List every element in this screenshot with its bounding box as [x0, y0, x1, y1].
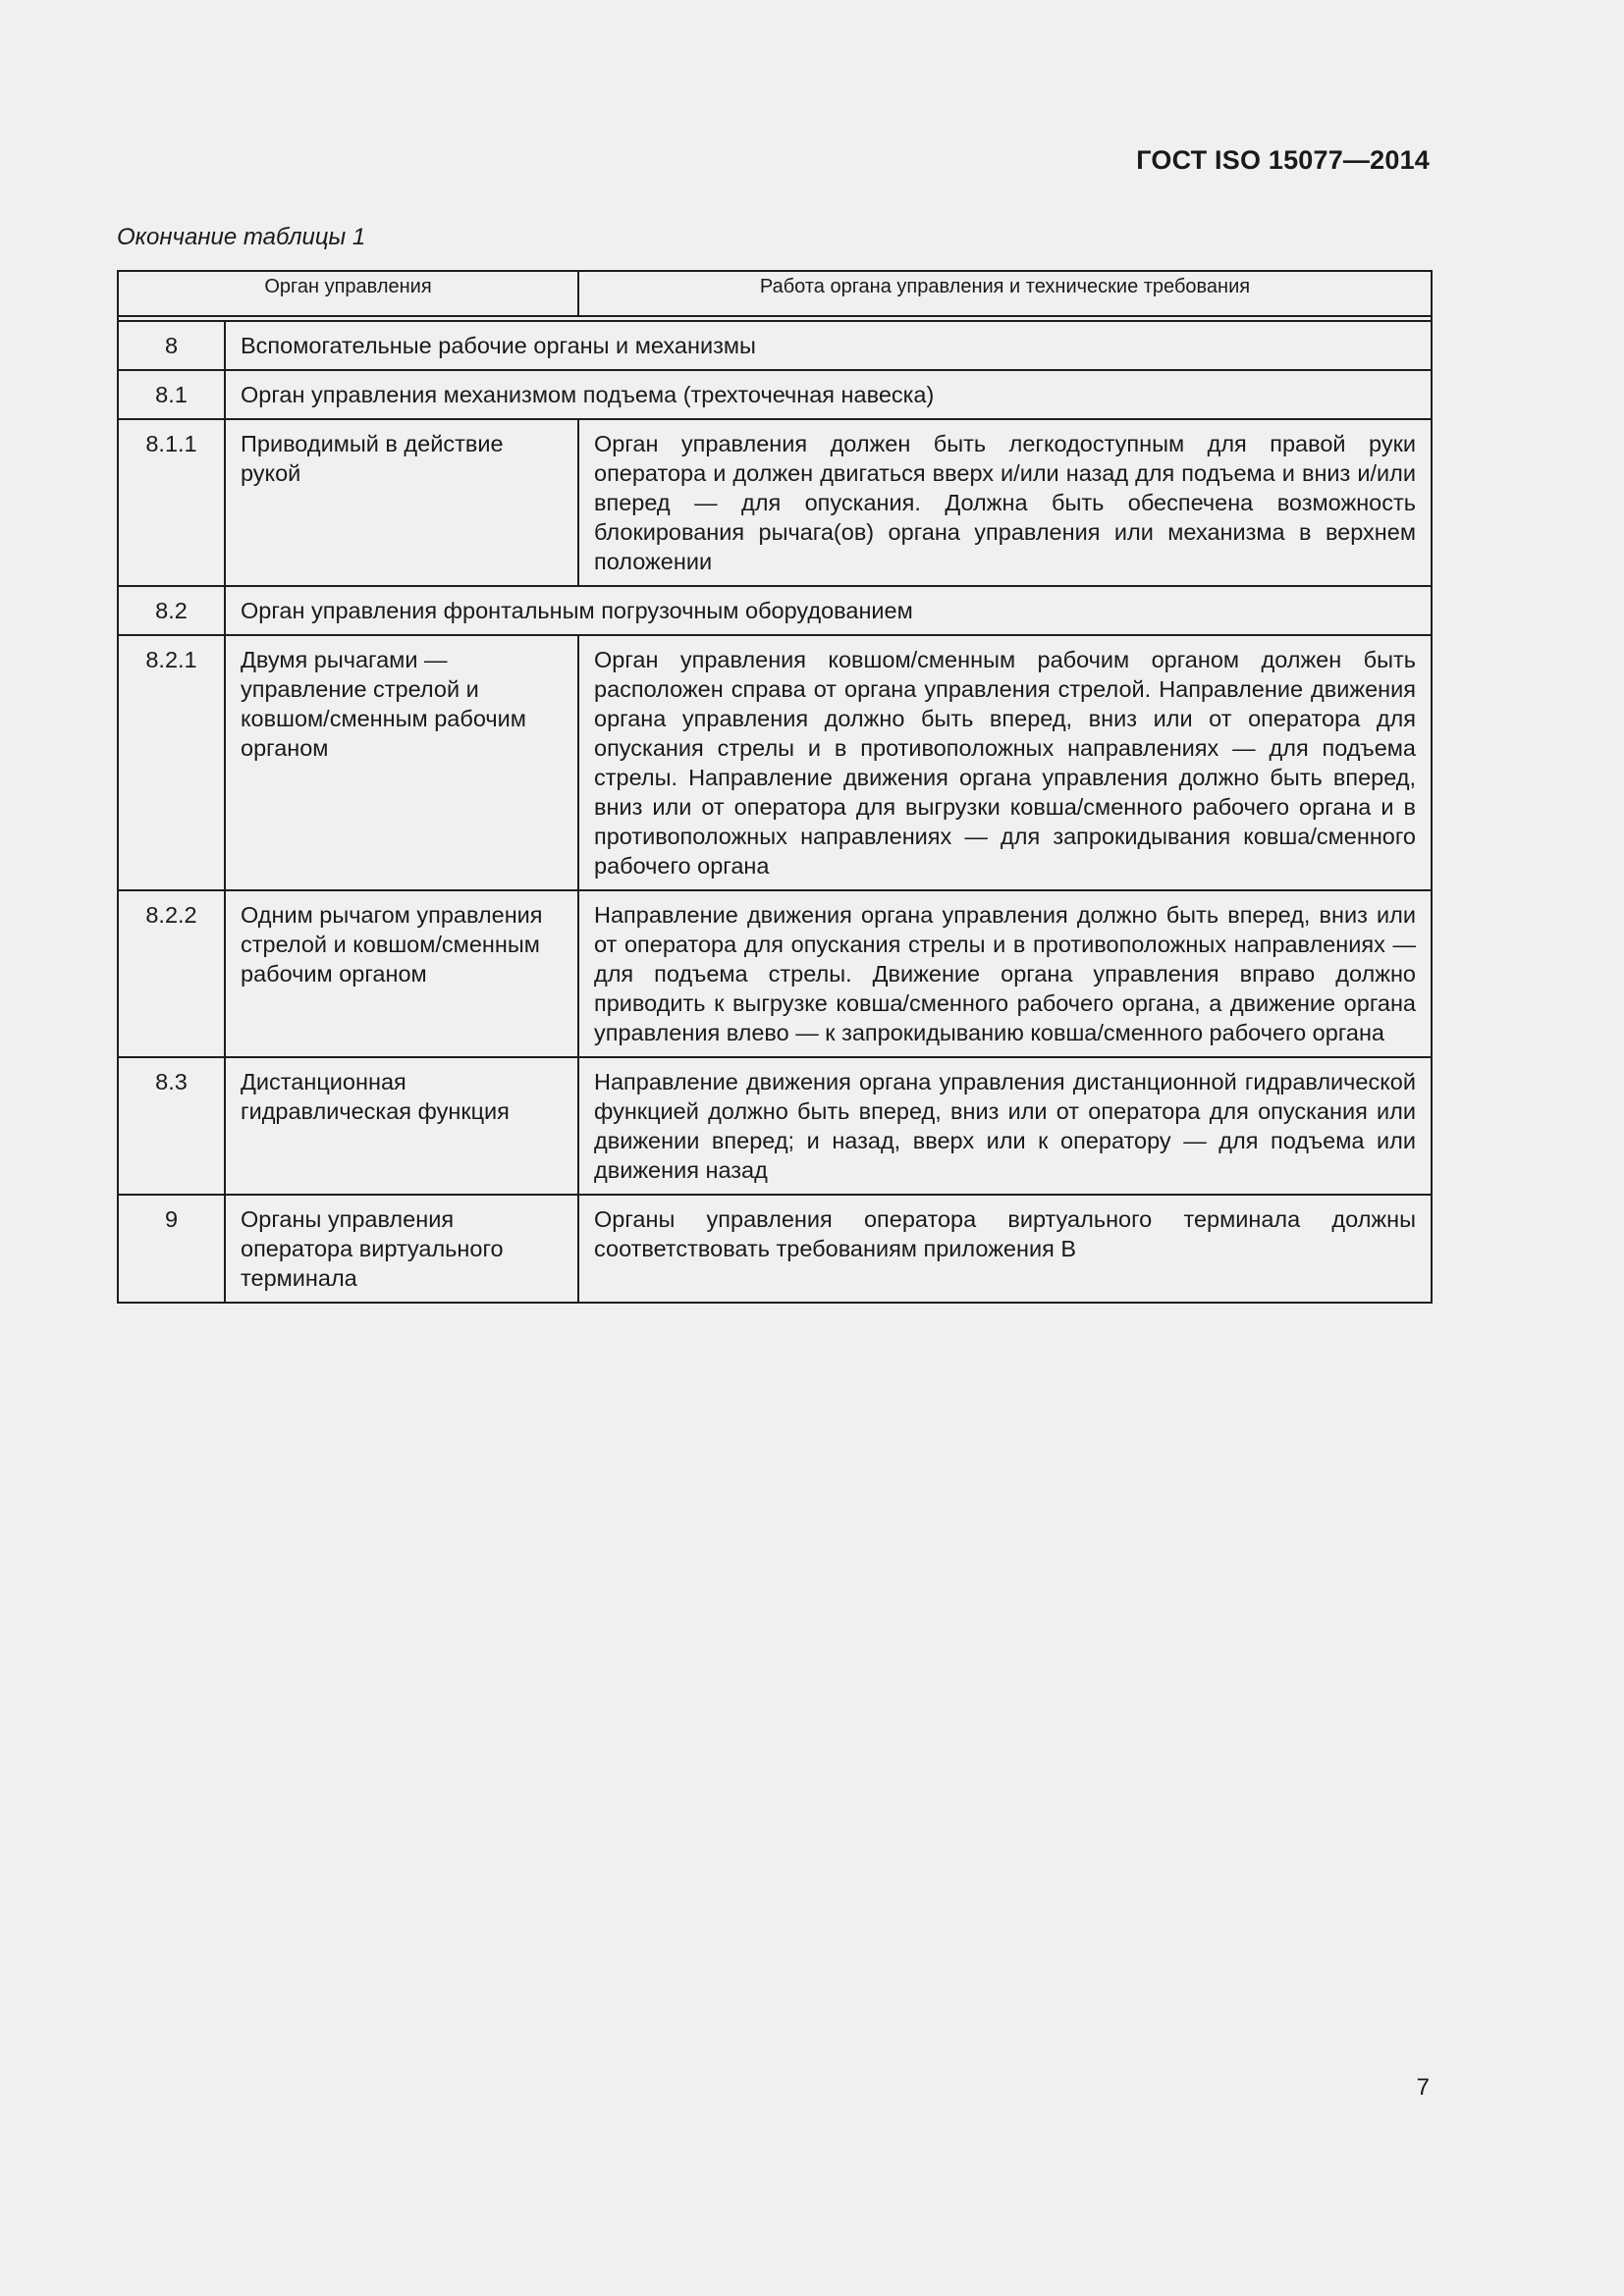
table-body: [118, 271, 1432, 1303]
row-number: 8.3: [118, 1057, 225, 1195]
control-name: Органы управления оператора виртуального терминала: [225, 1195, 578, 1303]
document-standard-id: ГОСТ ISO 15077—2014: [1136, 145, 1430, 175]
row-number: 8.2.1: [118, 635, 225, 890]
row-number: 8.1: [118, 370, 225, 419]
row-number: 9: [118, 1195, 225, 1303]
section-title: Вспомогательные рабочие органы и механизмы: [225, 321, 1432, 370]
section-title: Орган управления механизмом подъема (трехточечная навеска): [225, 370, 1432, 419]
requirement-text: Органы управления оператора виртуального терминала должны соответствовать требованиям приложения В: [578, 1195, 1432, 1303]
table-header-row: [118, 271, 1432, 316]
row-number: 8.1.1: [118, 419, 225, 586]
header-requirement-column: Работа органа управления и технические требования: [578, 271, 1432, 316]
control-name: Одним рычагом управления стрелой и ковшом/сменным рабочим органом: [225, 890, 578, 1057]
section-title: Орган управления фронтальным погрузочным оборудованием: [225, 586, 1432, 635]
control-name: Дистанционная гидравлическая функция: [225, 1057, 578, 1195]
table-row: [118, 1057, 1432, 1195]
controls-table: [117, 270, 1433, 1304]
page-number: 7: [1416, 2074, 1430, 2101]
table-row: [118, 321, 1432, 370]
table-row: [118, 635, 1432, 890]
table-row: [118, 890, 1432, 1057]
row-number: 8: [118, 321, 225, 370]
row-number: 8.2: [118, 586, 225, 635]
table-row: [118, 370, 1432, 419]
requirement-text: Орган управления должен быть легкодоступным для правой руки оператора и должен двигаться вверх и/или назад для подъема и вниз и/или вперед — для опускания. Должна быть обеспечена возможность блокирования рычага(ов) органа управления или механизма в верхнем положении: [578, 419, 1432, 586]
table-row: [118, 419, 1432, 586]
table-row: [118, 586, 1432, 635]
table-caption: Окончание таблицы 1: [117, 224, 366, 250]
table-row: [118, 1195, 1432, 1303]
row-number: 8.2.2: [118, 890, 225, 1057]
controls-table-container: [117, 270, 1431, 1304]
control-name: Приводимый в действие рукой: [225, 419, 578, 586]
requirement-text: Орган управления ковшом/сменным рабочим органом должен быть расположен справа от органа управления стрелой. Направление движения органа управления должно быть вперед, вниз или от оператора для опускания стрелы и в противоположных направлениях — для подъема стрелы. Направление движения органа управления должно быть вперед, вниз или от оператора для выгрузки ковша/сменного рабочего органа и в противоположных направлениях — для запрокидывания ковша/сменного рабочего органа: [578, 635, 1432, 890]
control-name: Двумя рычагами — управление стрелой и ковшом/сменным рабочим органом: [225, 635, 578, 890]
requirement-text: Направление движения органа управления должно быть вперед, вниз или от оператора для опускания стрелы и в противоположных направлениях — для подъема стрелы. Движение органа управления вправо должно приводить к выгрузке ковша/сменного рабочего органа, а движение органа управления влево — к запрокидыванию ковша/сменного рабочего органа: [578, 890, 1432, 1057]
header-control-column: Орган управления: [118, 271, 578, 316]
requirement-text: Направление движения органа управления дистанционной гидравлической функцией должно быть вперед, вниз или от оператора для опускания или движении вперед; и назад, вверх или к оператору — для подъема или движения назад: [578, 1057, 1432, 1195]
